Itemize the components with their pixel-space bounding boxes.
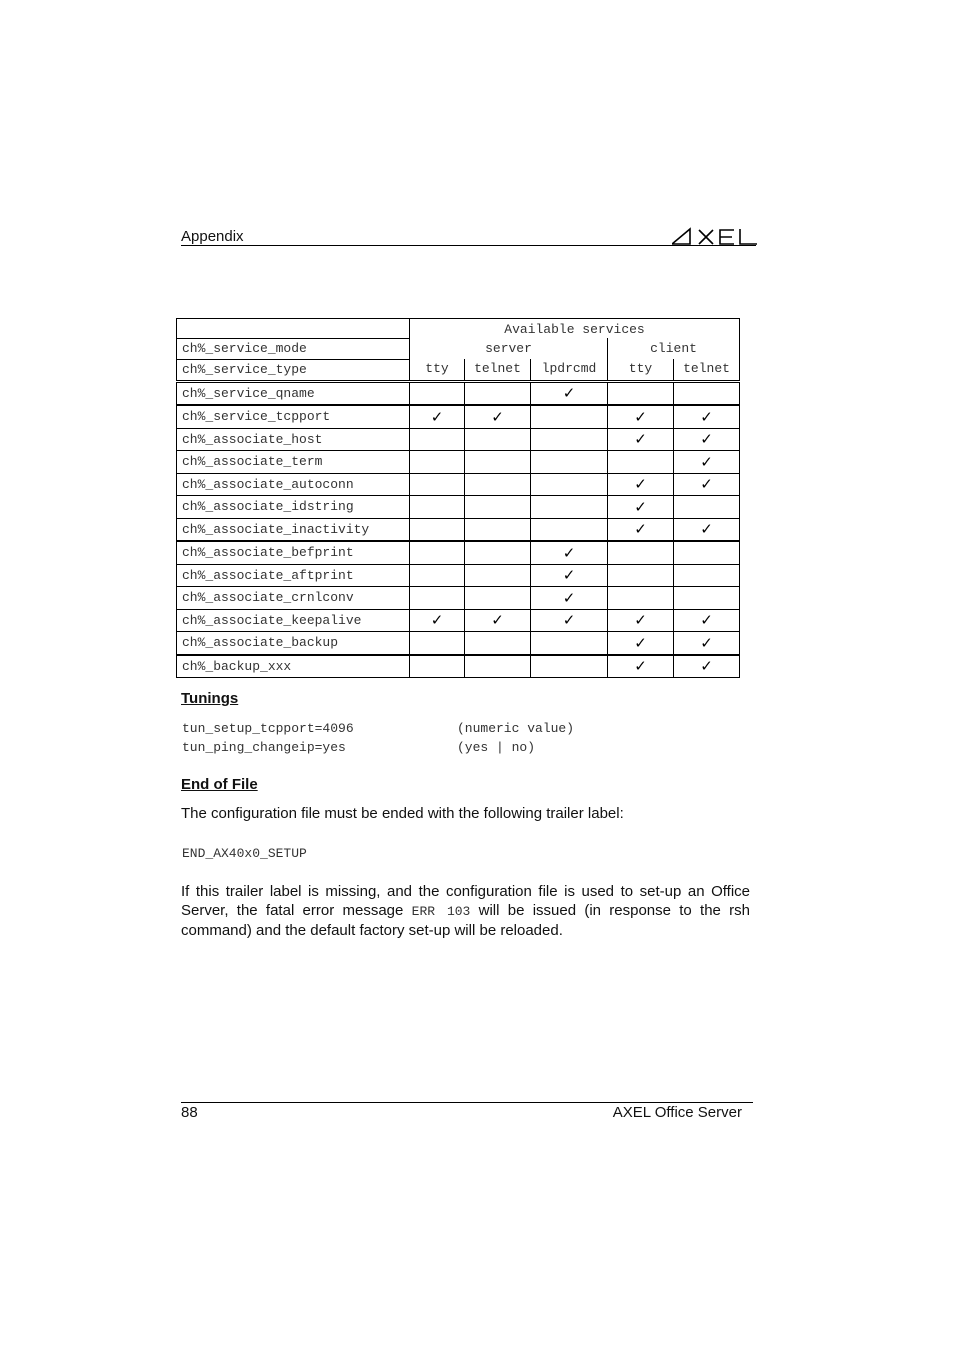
empty-cell [465,655,531,678]
empty-cell [531,496,608,519]
tunings-heading: Tunings [181,690,239,707]
parameter-name: ch%_associate_term [177,451,410,474]
empty-cell [465,428,531,451]
check-mark-icon: ✓ [531,381,608,405]
table-row [177,587,740,610]
empty-cell [674,587,740,610]
services-table [176,318,740,678]
empty-cell [531,473,608,496]
table-row [177,496,740,519]
paragraph-text: If this trailer label is missing, and the configuration file is used to set-up an Office Server, the fatal error message [181,883,750,919]
table-row [177,518,740,541]
end-of-file-paragraph [181,882,750,940]
header-rule [181,245,756,246]
table-row [177,609,740,632]
empty-cell [465,541,531,564]
empty-cell [410,381,465,405]
parameter-name: ch%_associate_crnlconv [177,587,410,610]
check-mark-icon: ✓ [674,405,740,428]
tuning-value: (yes | no) [457,740,536,755]
empty-cell [674,541,740,564]
col-server-telnet: telnet [465,359,531,381]
available-services-heading: Available services [410,319,740,339]
header-blank [177,319,410,339]
empty-cell [410,655,465,678]
table-row [177,655,740,678]
parameter-name: ch%_associate_host [177,428,410,451]
parameter-name: ch%_backup_xxx [177,655,410,678]
empty-cell [674,496,740,519]
col-server-tty: tty [410,359,465,381]
empty-cell [465,496,531,519]
check-mark-icon: ✓ [608,405,674,428]
table-row [177,381,740,405]
end-of-file-intro: The configuration file must be ended with the following trailer label: [181,805,624,822]
empty-cell [410,632,465,655]
table-row [177,428,740,451]
check-mark-icon: ✓ [465,405,531,428]
empty-cell [410,496,465,519]
check-mark-icon: ✓ [674,473,740,496]
check-mark-icon: ✓ [674,609,740,632]
empty-cell [608,587,674,610]
empty-cell [465,451,531,474]
empty-cell [531,428,608,451]
empty-cell [465,381,531,405]
parameter-name: ch%_service_qname [177,381,410,405]
empty-cell [531,655,608,678]
empty-cell [608,564,674,587]
client-group-heading: client [608,338,740,359]
parameter-name: ch%_associate_keepalive [177,609,410,632]
table-row [177,541,740,564]
empty-cell [410,473,465,496]
check-mark-icon: ✓ [608,518,674,541]
table-row [177,405,740,428]
empty-cell [531,451,608,474]
empty-cell [465,587,531,610]
empty-cell [531,405,608,428]
check-mark-icon: ✓ [531,587,608,610]
header-section-title: Appendix [181,228,244,245]
service-mode-label: ch%_service_mode [177,338,410,359]
check-mark-icon: ✓ [674,518,740,541]
end-of-file-heading: End of File [181,776,258,793]
empty-cell [531,632,608,655]
check-mark-icon: ✓ [674,655,740,678]
parameter-name: ch%_associate_befprint [177,541,410,564]
empty-cell [608,541,674,564]
paragraph-text: will be issued (in response to the rsh command) and the default factory set-up will be reloaded. [181,902,750,939]
error-code: ERR 103 [411,904,471,919]
check-mark-icon: ✓ [465,609,531,632]
table-row [177,473,740,496]
check-mark-icon: ✓ [608,609,674,632]
server-group-heading: server [410,338,608,359]
empty-cell [608,381,674,405]
check-mark-icon: ✓ [608,496,674,519]
tuning-key: tun_ping_changeip=yes [182,740,346,755]
parameter-name: ch%_service_tcpport [177,405,410,428]
check-mark-icon: ✓ [608,428,674,451]
service-type-label: ch%_service_type [177,359,410,381]
check-mark-icon: ✓ [608,632,674,655]
empty-cell [410,564,465,587]
check-mark-icon: ✓ [674,428,740,451]
empty-cell [674,381,740,405]
tuning-key: tun_setup_tcpport=4096 [182,721,354,736]
col-client-tty: tty [608,359,674,381]
empty-cell [465,518,531,541]
page-number: 88 [181,1104,198,1121]
check-mark-icon: ✓ [674,451,740,474]
empty-cell [608,451,674,474]
table-row [177,564,740,587]
table-row [177,632,740,655]
check-mark-icon: ✓ [531,541,608,564]
footer-doc-title: AXEL Office Server [612,1104,742,1121]
empty-cell [410,587,465,610]
empty-cell [465,632,531,655]
check-mark-icon: ✓ [531,564,608,587]
col-client-telnet: telnet [674,359,740,381]
check-mark-icon: ✓ [608,655,674,678]
trailer-label-code: END_AX40x0_SETUP [182,846,307,861]
check-mark-icon: ✓ [410,609,465,632]
parameter-name: ch%_associate_idstring [177,496,410,519]
parameter-name: ch%_associate_backup [177,632,410,655]
parameter-name: ch%_associate_aftprint [177,564,410,587]
tuning-value: (numeric value) [457,721,575,736]
parameter-name: ch%_associate_autoconn [177,473,410,496]
check-mark-icon: ✓ [608,473,674,496]
empty-cell [410,451,465,474]
empty-cell [410,428,465,451]
parameter-name: ch%_associate_inactivity [177,518,410,541]
footer-rule [181,1102,753,1103]
check-mark-icon: ✓ [410,405,465,428]
empty-cell [410,541,465,564]
empty-cell [465,564,531,587]
check-mark-icon: ✓ [674,632,740,655]
axel-logo [672,227,758,252]
check-mark-icon: ✓ [531,609,608,632]
empty-cell [674,564,740,587]
col-server-lpdrcmd: lpdrcmd [531,359,608,381]
empty-cell [531,518,608,541]
empty-cell [410,518,465,541]
table-row [177,451,740,474]
empty-cell [465,473,531,496]
